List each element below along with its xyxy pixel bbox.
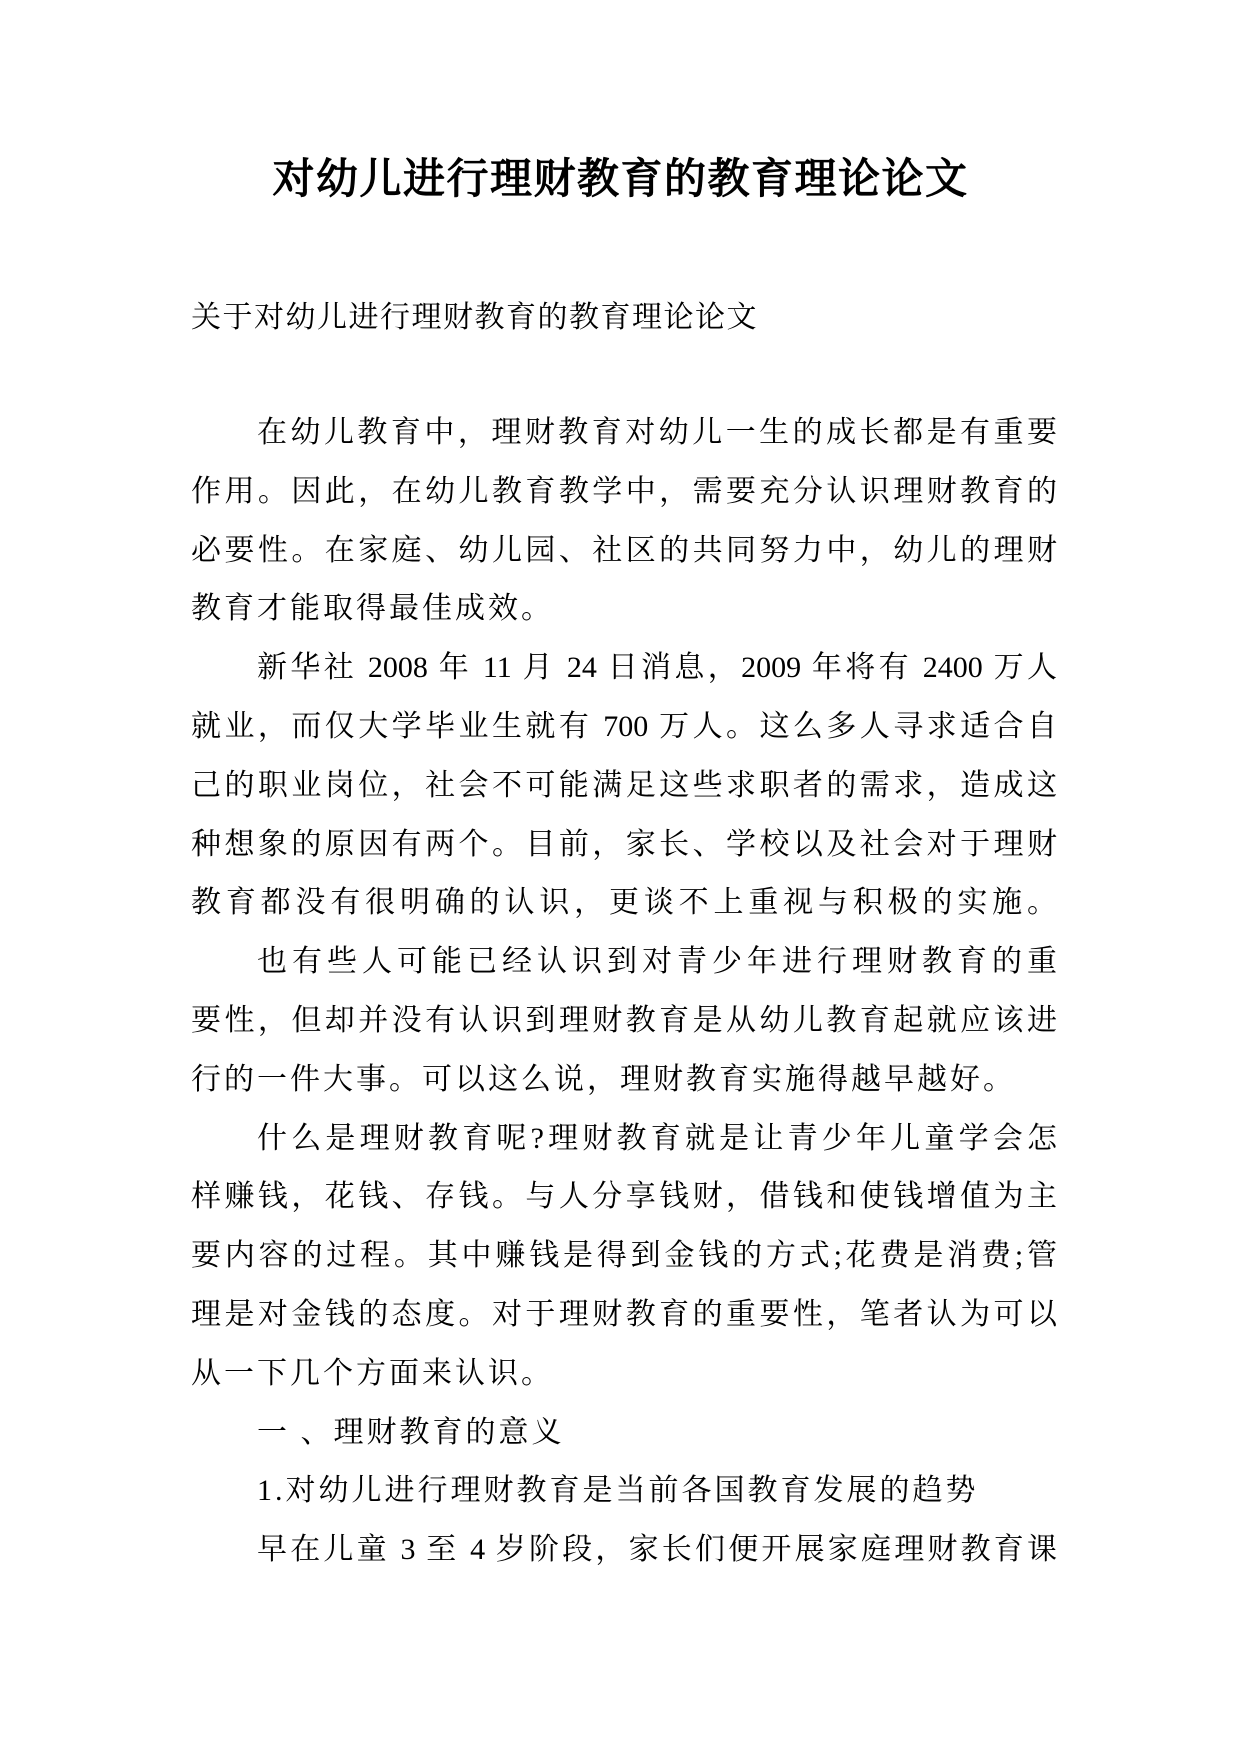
- paragraph-line: 也有些人可能已经认识到对青少年进行理财教育的重: [257, 945, 1057, 979]
- paragraph-line: 必要性。在家庭、幼儿园、社区的共同努力中，幼儿的理财: [191, 533, 1057, 567]
- paragraph-line: 教育才能取得最佳成效。: [191, 592, 554, 626]
- paragraph-line: 要性，但却并没有认识到理财教育是从幼儿教育起就应该进: [191, 1003, 1057, 1037]
- paragraph-line: 要内容的过程。其中赚钱是得到金钱的方式;花费是消费;管: [191, 1239, 1057, 1273]
- paragraph: [191, 1110, 1057, 1404]
- paragraph-line: 早在儿童 3 至 4 岁阶段，家长们便开展家庭理财教育课: [257, 1533, 1057, 1567]
- paragraph-line: 己的职业岗位，社会不可能满足这些求职者的需求，造成这: [191, 768, 1057, 802]
- paragraph-line: 教育都没有很明确的认识，更谈不上重视与积极的实施。: [191, 886, 1057, 920]
- paragraph-line: 样赚钱，花钱、存钱。与人分享钱财，借钱和使钱增值为主: [191, 1180, 1057, 1214]
- document-title: 对幼儿进行理财教育的教育理论论文: [272, 157, 969, 203]
- document-subtitle: 关于对幼儿进行理财教育的教育理论论文: [191, 301, 758, 334]
- section-heading: [191, 1404, 1057, 1463]
- paragraph-line: 理是对金钱的态度。对于理财教育的重要性，笔者认为可以: [191, 1297, 1057, 1331]
- section-heading-text: 一 、理财教育的意义: [257, 1415, 565, 1449]
- document-body: [191, 404, 1057, 1580]
- subsection-heading: [191, 1462, 1057, 1521]
- paragraph: [191, 933, 1057, 1109]
- paragraph-line: 种想象的原因有两个。目前，家长、学校以及社会对于理财: [191, 827, 1057, 861]
- subsection-heading-text: 1.对幼儿进行理财教育是当前各国教育发展的趋势: [257, 1474, 979, 1508]
- paragraph: [191, 404, 1057, 639]
- paragraph-line: 什么是理财教育呢?理财教育就是让青少年儿童学会怎: [257, 1121, 1057, 1155]
- paragraph: [191, 1521, 1057, 1580]
- paragraph-line: 在幼儿教育中，理财教育对幼儿一生的成长都是有重要: [257, 416, 1057, 449]
- paragraph-line: 就业，而仅大学毕业生就有 700 万人。这么多人寻求适合自: [191, 709, 1057, 743]
- paragraph-line: 作用。因此，在幼儿教育教学中，需要充分认识理财教育的: [191, 474, 1057, 508]
- paragraph-line: 行的一件大事。可以这么说，理财教育实施得越早越好。: [191, 1062, 1016, 1096]
- paragraph-line: 新华社 2008 年 11 月 24 日消息，2009 年将有 2400 万人: [257, 651, 1057, 685]
- paragraph-line: 从一下几个方面来认识。: [191, 1356, 554, 1390]
- paragraph: [191, 639, 1057, 933]
